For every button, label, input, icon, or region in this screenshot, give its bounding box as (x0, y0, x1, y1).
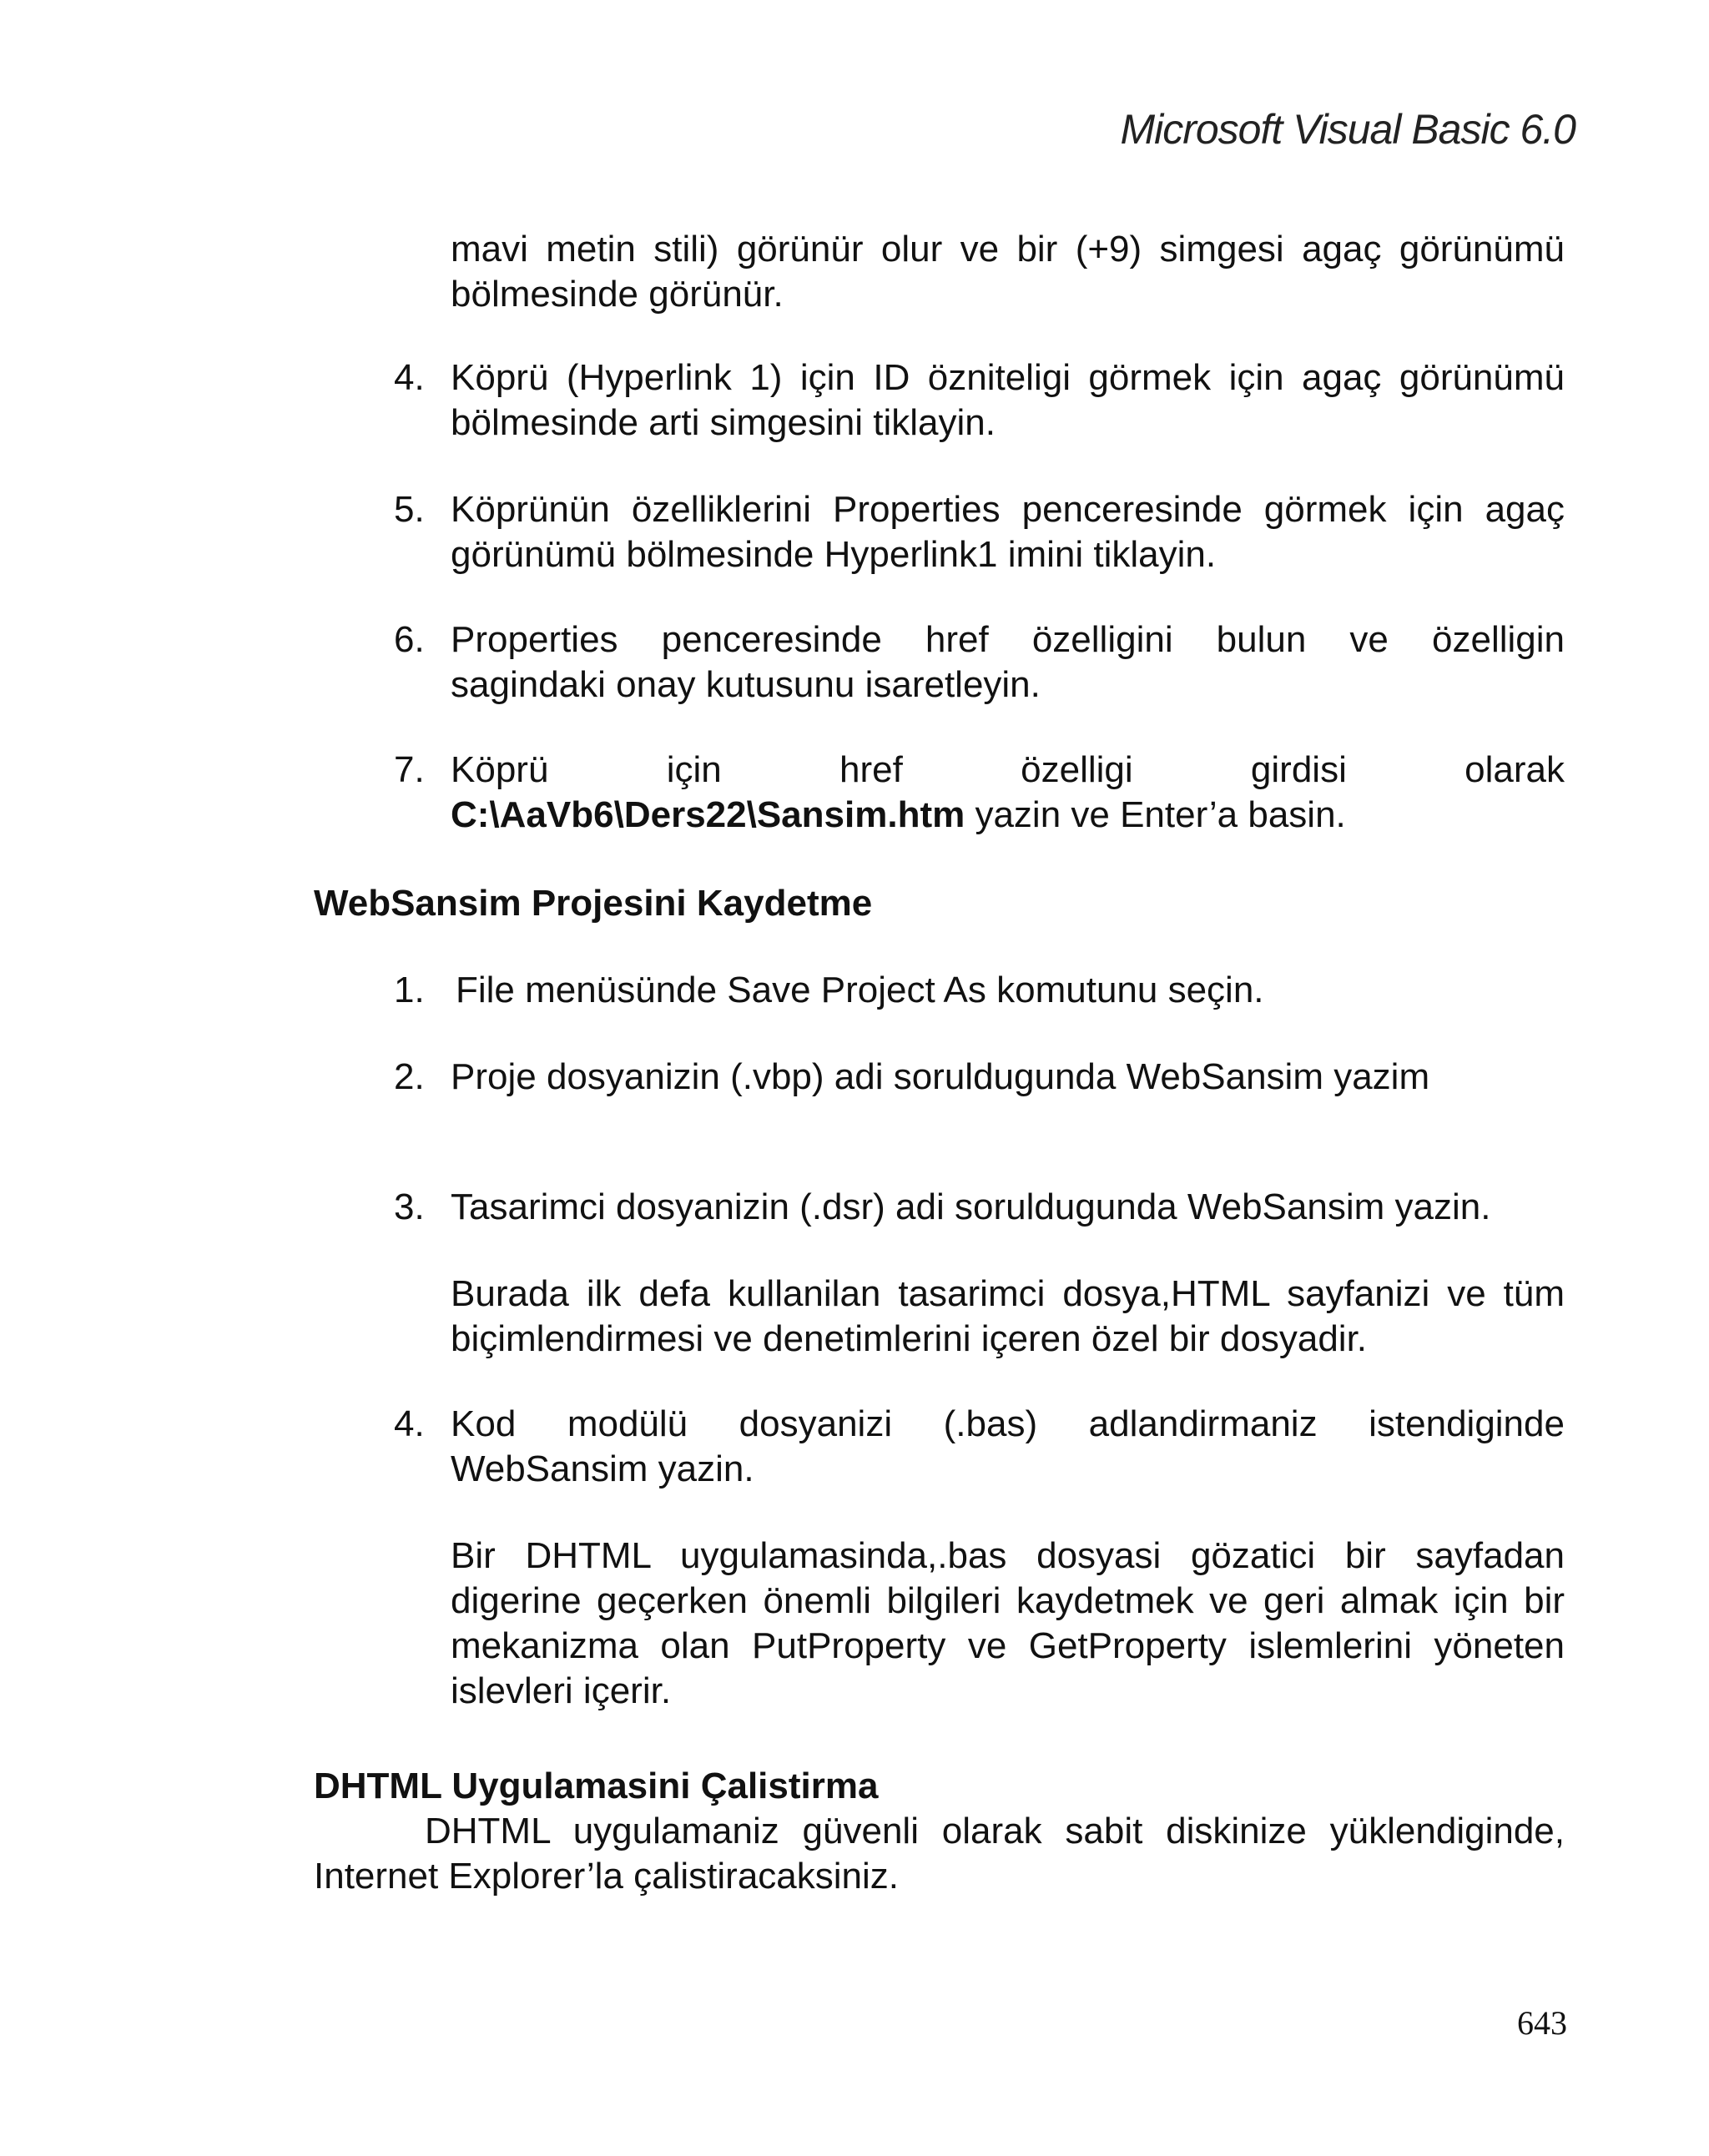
save-step-4-word: modülü (567, 1403, 688, 1444)
intro-paragraph (451, 227, 1565, 317)
intro-line-2: bölmesinde görünür. (451, 274, 784, 315)
step-7-path: C:\AaVb6\Ders22\Sansim.htm (451, 794, 965, 835)
step-6-line-2: sagindaki onay kutusunu isaretleyin. (451, 664, 1041, 705)
save-step-4-word: istendiginde (1369, 1403, 1565, 1444)
bas-note-line-1: Bir DHTML uygulamasinda,.bas dosyasi gözatici bir sayfadan (451, 1535, 1565, 1576)
step-7-word: Köprü (451, 749, 549, 790)
save-step-3-number: 3. (394, 1186, 425, 1227)
save-step-1-text: File menüsünde Save Project As komutunu seçin. (456, 970, 1264, 1010)
step-7-word: özelligi (1021, 749, 1133, 790)
run-dhtml-line-2: Internet Explorer’la çalistiracaksiniz. (314, 1856, 900, 1897)
section-heading-save-project: WebSansim Projesini Kaydetme (314, 883, 873, 924)
step-4-line-2: bölmesinde arti simgesini tiklayin. (451, 402, 996, 443)
step-7-word: href (839, 749, 903, 790)
page-number: 643 (1517, 2004, 1567, 2042)
step-5-line-2: görünümü bölmesinde Hyperlink1 imini tiklayin. (451, 534, 1217, 575)
step-7-word: olarak (1464, 749, 1565, 790)
save-step-4-word: adlandirmaniz (1088, 1403, 1318, 1444)
save-step-1-number: 1. (394, 970, 425, 1010)
save-step-4-word: dosyanizi (739, 1403, 893, 1444)
step-7-line-1 (451, 748, 1565, 793)
bas-note-line-2: digerine geçerken önemli bilgileri kaydetmek ve geri almak için bir (451, 1580, 1565, 1621)
bas-note-line-4: islevleri içerir. (451, 1670, 672, 1711)
run-dhtml-line-1: DHTML uygulamaniz güvenli olarak sabit diskinize yüklendiginde, (425, 1811, 1565, 1851)
save-step-3-text: Tasarimci dosyanizin (.dsr) adi soruldugunda WebSansim yazin. (451, 1186, 1491, 1227)
step-5-line-1: Köprünün özelliklerini Properties penceresinde görmek için agaç (451, 489, 1565, 530)
step-7-word: için (666, 749, 722, 790)
step-5-number: 5. (394, 489, 425, 530)
step-6-line-1: Properties penceresinde href özelligini bulun ve özelligin (451, 619, 1565, 660)
run-dhtml-paragraph (314, 1809, 1565, 1899)
step-4-number: 4. (394, 357, 425, 398)
save-step-4-word: Kod (451, 1403, 517, 1444)
bas-note-line-3: mekanizma olan PutProperty ve GetProperty islemlerini yöneten (451, 1625, 1565, 1666)
page-header-title: Microsoft Visual Basic 6.0 (1120, 106, 1575, 153)
step-6-number: 6. (394, 619, 425, 660)
step-7-rest: yazin ve Enter’a basin. (965, 794, 1346, 835)
section-heading-run-dhtml: DHTML Uygulamasini Çalistirma (314, 1766, 879, 1806)
save-step-4-line-2: WebSansim yazin. (451, 1448, 754, 1489)
step-7-number: 7. (394, 749, 425, 790)
save-step-4-word: (.bas) (943, 1403, 1038, 1444)
intro-line-1: mavi metin stili) görünür olur ve bir (+9) simgesi agaç görünümü (451, 229, 1565, 270)
designer-file-note (451, 1272, 1565, 1362)
step-4-line-1: Köprü (Hyperlink 1) için ID özniteligi görmek için agaç görünümü (451, 357, 1565, 398)
designer-note-line-2: biçimlendirmesi ve denetimlerini içeren özel bir dosyadir. (451, 1318, 1368, 1359)
step-7-line-2 (451, 793, 1565, 838)
save-step-2-number: 2. (394, 1056, 425, 1097)
save-step-4-number: 4. (394, 1403, 425, 1444)
bas-file-note (451, 1534, 1565, 1714)
save-step-4-line-1 (451, 1402, 1565, 1447)
step-4-text (451, 355, 1565, 446)
step-5-text (451, 487, 1565, 577)
step-7-word: girdisi (1250, 749, 1347, 790)
step-6-text (451, 617, 1565, 708)
save-step-2-text: Proje dosyanizin (.vbp) adi soruldugunda WebSansim yazim (451, 1056, 1430, 1097)
designer-note-line-1: Burada ilk defa kullanilan tasarimci dosya,HTML sayfanizi ve tüm (451, 1273, 1565, 1314)
